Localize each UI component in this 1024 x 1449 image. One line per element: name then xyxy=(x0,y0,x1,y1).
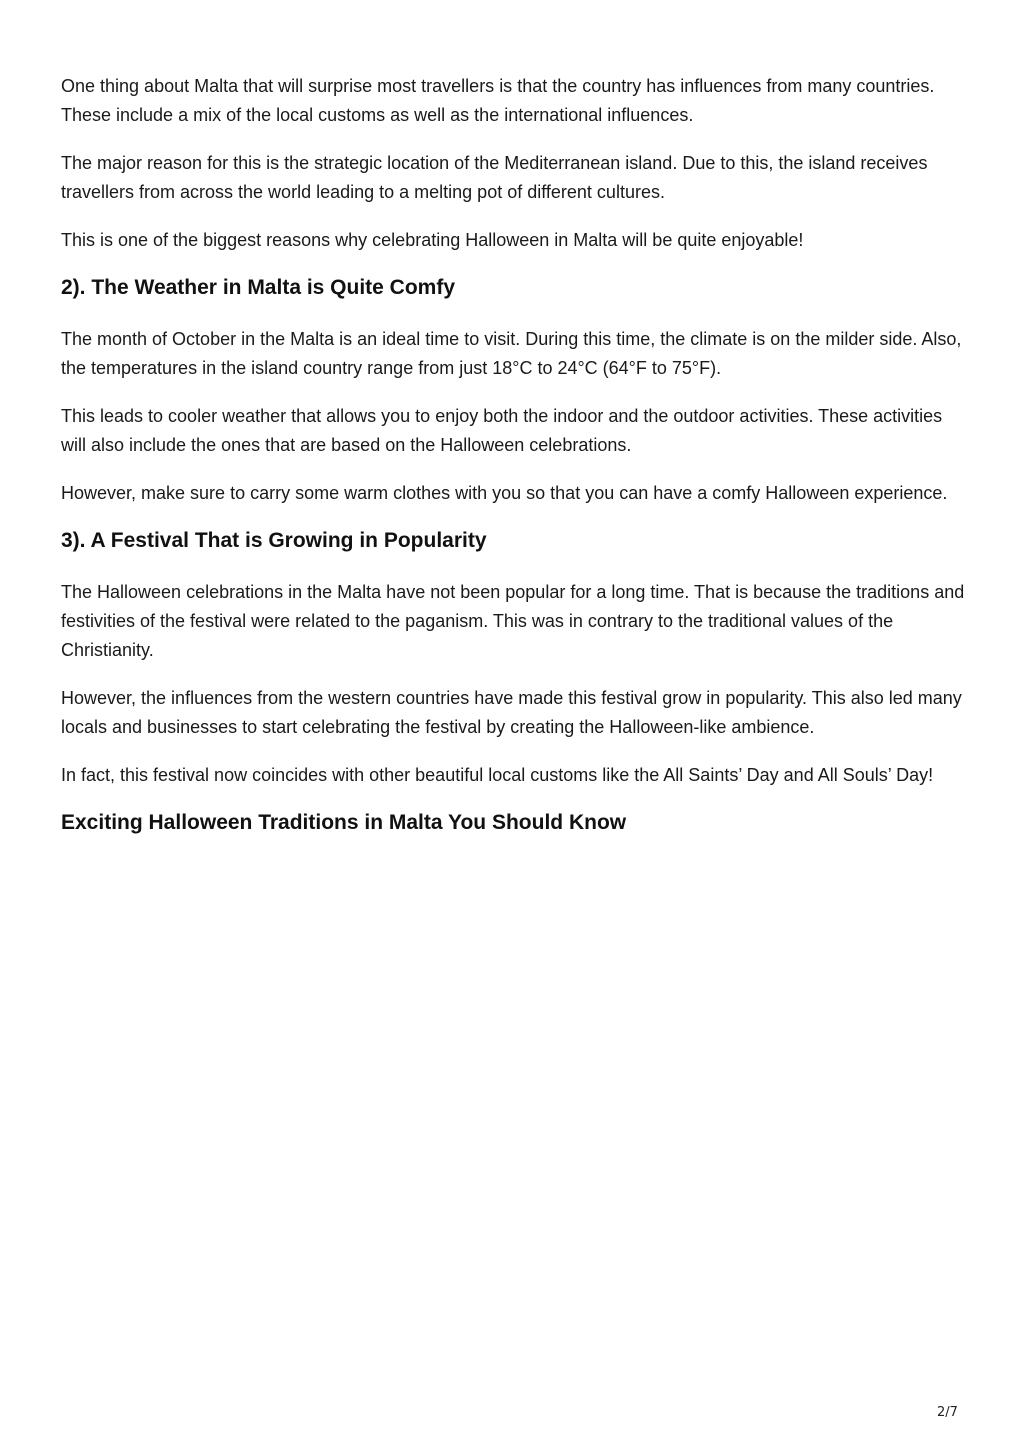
popularity-section xyxy=(61,527,971,790)
popularity-heading: 3). A Festival That is Growing in Popularity xyxy=(61,529,487,552)
intro-section xyxy=(61,72,971,255)
weather-paragraph-2: This leads to cooler weather that allows you to enjoy both the indoor and the outdoor activities. These activities will also include the ones that are based on the Halloween celebrations. xyxy=(61,406,943,455)
traditions-section xyxy=(61,809,971,837)
intro-paragraph-3: This is one of the biggest reasons why celebrating Halloween in Malta will be quite enjoyable! xyxy=(61,230,804,250)
weather-section xyxy=(61,274,971,508)
intro-paragraph-2: The major reason for this is the strategic location of the Mediterranean island. Due to this, the island receives travellers from across the world leading to a melting pot of different cultures. xyxy=(61,153,928,202)
weather-heading: 2). The Weather in Malta is Quite Comfy xyxy=(61,276,456,299)
document-page xyxy=(61,72,971,860)
traditions-heading: Exciting Halloween Traditions in Malta You Should Know xyxy=(61,811,627,834)
intro-paragraph-1: One thing about Malta that will surprise most travellers is that the country has influences from many countries. These include a mix of the local customs as well as the international influences. xyxy=(61,76,935,125)
weather-paragraph-1: The month of October in the Malta is an ideal time to visit. During this time, the climate is on the milder side. Also, the temperatures in the island country range from just 18°C to 24°C (64°F to 75°F). xyxy=(61,329,962,378)
popularity-paragraph-1: The Halloween celebrations in the Malta have not been popular for a long time. That is because the traditions and festivities of the festival were related to the paganism. This was in contrary to the traditional values of the Christianity. xyxy=(61,582,965,660)
popularity-paragraph-3: In fact, this festival now coincides with other beautiful local customs like the All Saints’ Day and All Souls’ Day! xyxy=(61,765,934,785)
page-number: 2/7 xyxy=(937,1405,958,1420)
weather-paragraph-3: However, make sure to carry some warm clothes with you so that you can have a comfy Halloween experience. xyxy=(61,483,948,503)
popularity-paragraph-2: However, the influences from the western countries have made this festival grow in popularity. This also led many locals and businesses to start celebrating the festival by creating the Halloween-like ambience. xyxy=(61,688,962,737)
